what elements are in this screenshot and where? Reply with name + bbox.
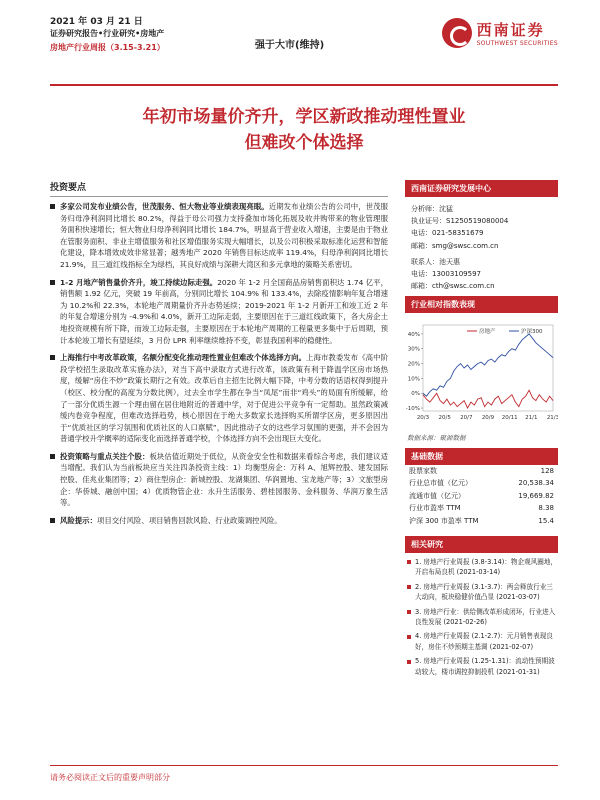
bullet-bold-lead: 多家公司发布业绩公告，世茂服务、恒大物业等业绩表现亮眼。 <box>60 202 269 211</box>
line-chart <box>405 317 558 427</box>
summary-bullet <box>50 451 388 509</box>
relative-index-chart <box>405 313 558 442</box>
header-divider <box>50 84 558 86</box>
footer-divider <box>50 765 558 766</box>
list-item[interactable]: 5. 房地产行业周报 (1.25-1.31)：流动性预期波动较大，楼市调控抑制投机 (2021-01-31) <box>405 656 558 677</box>
investment-summary <box>50 180 388 532</box>
basic-data-heading: 基础数据 <box>405 448 558 465</box>
bullet-text: 近期发布业绩公告的公司中，世茂服务归母净利润同比增长 80.2%，得益于母公司强力支持叠加市场化拓展及收并购带来的物业管理服务面积快速增长；恒大物业归母净利润同比增长 184.7%，明显高于营业收入增速，主要是由于物业在管服务面积、非业主增值服务和社区增值服务实现大幅增长，以及公司积极采取标准化运营和智能化建设，降本增效成效非常显著；越秀地产 2020 年销售目标达成率 119.4%，归母净利润同比增长 21.9%，且三道红线指标全为绿档，其良好成绩与深耕大湾区和多元拿地的策略关系密切。 <box>60 202 388 269</box>
table-row <box>405 465 558 478</box>
analyst-phone: 电话：021-58351679 <box>411 229 484 238</box>
legend-label: 房地产 <box>479 329 496 336</box>
analyst-info <box>405 197 558 296</box>
x-tick-label: 20/3 <box>416 415 430 422</box>
row-value: 8.38 <box>538 504 554 513</box>
list-item[interactable]: 4. 房地产行业周报 (2.1-2.7)：元月销售表现良好，房住不炒预期主基调 (2021-02-07) <box>405 631 558 652</box>
analyst-name: 分析师：沈猛 <box>411 205 453 213</box>
basic-data-table <box>405 465 558 528</box>
y-tick-label: 40% <box>407 332 420 339</box>
row-label: 行业市盈率 TTM <box>409 504 461 513</box>
bullet-bold-lead: 1-2 月地产销售量价齐升，竣工持续边际走强。 <box>60 277 218 287</box>
summary-bullet <box>50 352 388 445</box>
list-item[interactable]: 3. 房地产行业：供给侧改革形成闭环，行业进入良性发展 (2021-02-26) <box>405 607 558 628</box>
title-line-1: 年初市场量价齐升，学区新政推动理性置业 <box>142 107 466 127</box>
logo-mark-icon <box>442 18 472 48</box>
row-label: 行业总市值（亿元） <box>409 479 472 488</box>
report-header <box>50 14 558 84</box>
footer-disclaimer: 请务必阅读正文后的重要声明部分 <box>50 773 170 782</box>
x-tick-label: 20/9 <box>481 415 495 422</box>
table-row <box>405 515 558 528</box>
x-tick-label: 21/3 <box>546 415 558 422</box>
report-name: 房地产行业周报（3.15-3.21） <box>50 43 165 52</box>
contact-phone: 电话：13003109597 <box>411 270 481 279</box>
report-classification: 证券研究报告•行业研究•房地产 <box>50 29 165 38</box>
row-label: 流通市值（亿元） <box>409 491 465 500</box>
row-value: 15.4 <box>538 516 554 525</box>
bullet-text: 项目交付风险、项目销售回款风险、行业政策调控风险。 <box>96 515 282 525</box>
bullet-bold-lead: 风险提示： <box>60 515 97 525</box>
bullet-text: 板块估值近期处于低位，从资金安全性和数据来看综合考虑，我们建议适当增配。我们认为当前板块应当关注四条投资主线：1）均衡型房企：万科 A、旭辉控股、建发国际控股、佳兆业集团等；2）商住型房企：新城控股、龙湖集团、华润置地、宝龙地产等；3）文旅型房企：华侨城、融创中国；4）优质物管企业：永升生活服务、碧桂园服务、金科服务、华润万象生活等。 <box>60 451 388 508</box>
bullet-bold-lead: 上海推行中考改革政策，名额分配变化推动理性置业但难改个体选择方向。 <box>60 353 307 363</box>
x-tick-label: 20/11 <box>501 415 518 422</box>
analyst-email[interactable]: 邮箱：smg@swsc.com.cn <box>411 241 499 250</box>
row-label: 沪深 300 市盈率 TTM <box>409 516 479 525</box>
legend-label: 沪深300 <box>521 329 543 336</box>
row-value: 19,669.82 <box>518 491 554 500</box>
report-date: 2021 年 03 月 21 日 <box>50 17 143 27</box>
title-line-2: 但难改个体选择 <box>244 133 364 153</box>
table-row <box>405 503 558 516</box>
sidebar <box>405 180 558 681</box>
series-line-0 <box>423 391 553 409</box>
research-team-heading: 西南证券研究发展中心 <box>405 180 558 197</box>
related-research-heading: 相关研究 <box>405 536 558 553</box>
y-tick-label: 20% <box>407 361 420 368</box>
summary-bullet <box>50 277 388 347</box>
bullet-text: 上海市教委发布《高中阶段学校招生录取改革实施办法》，对当下高中录取方式进行改革，该政策有利于降温学区房市场热度，缓解“房住不炒”政策长期行之有效。改革后自主招生比例大幅下降，中考分数的话语权得到提升（校区、校分配的高度为分数比例），过去全市学生都在争当“凤尾”而非“鸡头”的局面有所缓解，给了一部分优质生源一个理由留在居住地附近的普通中学，对于促进公平竞争有一定帮助。虽然政策减缓内卷竞争程度，但难改选择趋势，核心原因在于绝大多数家长选择购买所谓学区房，更多原因出于“优质社区的学习氛围和优质社区的人口禀赋”，因此推动子女的这些学习氛围的更强，并不会因为普通学校升学概率的适际变化而选择普通学校，个体选择方向不会出现巨大变化。 <box>60 353 388 444</box>
summary-bullet <box>50 515 388 527</box>
x-tick-label: 21/1 <box>525 415 538 422</box>
row-label: 股票家数 <box>409 466 437 475</box>
table-row <box>405 478 558 491</box>
x-tick-label: 20/7 <box>460 415 473 422</box>
chart-source: 数据来源：聚源数据 <box>407 434 466 443</box>
series-line-1 <box>423 334 553 396</box>
list-item[interactable]: 1. 房地产行业周报 (3.8-3.14)：物企观风圈地，开启布局良机 (2021-03-14) <box>405 557 558 578</box>
y-tick-label: 0% <box>411 391 420 398</box>
chart-heading: 行业相对指数表现 <box>405 296 558 313</box>
row-value: 128 <box>540 466 554 475</box>
y-tick-label: -10% <box>405 406 420 413</box>
bullet-text: 2020 年 1-2 月全国商品房销售面积达 1.74 亿平，销售额 1.92 亿元，突破 19 年前高，分别同比增长 104.9% 和 133.4%，去除疫情影响年复合增速为 10.2%和 22.3%，本轮地产周期量价齐升态势延续；2019-2021 年 1-2 月新开工和竣工近 2 年的年复合增速分别为 -4.9%和 4.0%，新开工边际走弱，主要原因在于三道红线政策下，各大房企土地投资规模有所下降，而竣工边际走强，主要原因在于本轮地产周期的工程量更多集中于后周期，预计本轮竣工增长有望延续，3 月份 LPR 利率继续维持不变，彰显我国利率的稳健性。 <box>60 277 388 345</box>
contact-name: 联系人：池天惠 <box>411 257 460 266</box>
x-tick-label: 20/5 <box>438 415 451 422</box>
row-value: 20,538.34 <box>518 479 554 488</box>
summary-bullet <box>50 201 388 271</box>
bullet-bold-lead: 投资策略与重点关注个股： <box>60 451 150 461</box>
y-tick-label: 30% <box>407 347 420 354</box>
company-logo <box>442 18 558 48</box>
logo-name-en: SOUTHWEST SECURITIES <box>476 40 558 47</box>
industry-rating: 强于大市(维持) <box>255 40 325 51</box>
y-tick-label: 10% <box>407 376 420 383</box>
logo-name-cn: 西南证券 <box>476 21 545 39</box>
list-item[interactable]: 2. 房地产行业周报 (3.1-3.7)：两会释放行业三大动向，板块稳健价值凸显 (2021-03-07) <box>405 582 558 603</box>
contact-email[interactable]: 邮箱：cth@swsc.com.cn <box>411 282 495 291</box>
table-row <box>405 490 558 503</box>
summary-heading: 投资要点 <box>50 180 388 197</box>
report-title <box>50 104 558 156</box>
analyst-license: 执业证号：S1250519080004 <box>411 217 509 226</box>
related-research-list <box>405 553 558 677</box>
